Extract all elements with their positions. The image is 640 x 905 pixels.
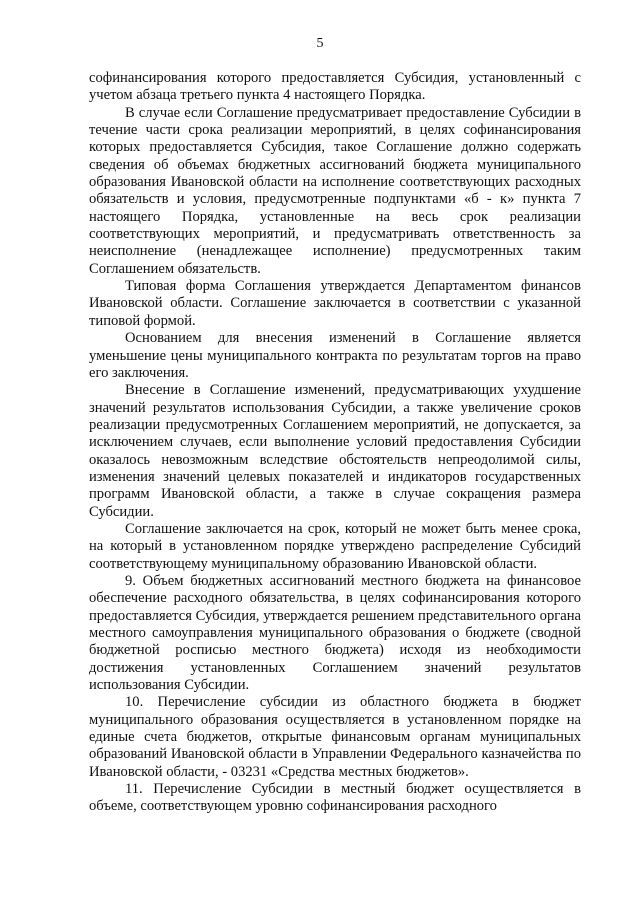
paragraph-item-11: 11. Перечисление Субсидии в местный бюджет осуществляется в объеме, соответствующем уровню софинансирования расходного [89,781,581,815]
paragraph-item-10: 10. Перечисление субсидии из областного бюджета в бюджет муниципального образования осуществляется в установленном порядке на единые счета бюджетов, открытые финансовым органам муниципальных образований Ивановской области в Управлении Федерального казначейства по Ивановской области, - 03231 «Средства местных бюджетов». [89,694,581,780]
paragraph-agreement-partial-term: В случае если Соглашение предусматривает предоставление Субсидии в течение части срока реализации мероприятий, в целях софинансирования которых предоставляется Субсидия, такое Соглашение должно содержать сведения об объемах бюджетных ассигнований бюджета муниципального образования Ивановской области на исполнение соответствующих расходных обязательств и условия, предусмотренные подпунктами «б - к» пункта 7 настоящего Порядка, установленные на весь срок реализации соответствующих мероприятий, и предусматривать ответственность за неисполнение (ненадлежащее исполнение) предусмотренных таким Соглашением обязательств. [89,104,581,277]
paragraph-typical-form: Типовая форма Соглашения утверждается Департаментом финансов Ивановской области. Соглашение заключается в соответствии с указанной типовой формой. [89,278,581,329]
document-body [89,70,581,816]
paragraph-grounds-for-changes: Основанием для внесения изменений в Соглашение является уменьшение цены муниципального контракта по результатам торгов на право его заключения. [89,330,581,381]
paragraph-continuation: софинансирования которого предоставляется Субсидия, установленный с учетом абзаца третьего пункта 4 настоящего Порядка. [89,70,581,104]
paragraph-agreement-term: Соглашение заключается на срок, который не может быть менее срока, на который в установленном порядке утверждено распределение Субсидий соответствующему муниципальному образованию Ивановской области. [89,520,581,572]
page-number: 5 [316,36,324,51]
paragraph-item-9: 9. Объем бюджетных ассигнований местного бюджета на финансовое обеспечение расходного обязательства, в целях софинансирования которого предоставляется Субсидия, утверждается решением представительного органа местного самоуправления муниципального образования о бюджете (сводной бюджетной росписью местного бюджета) исходя из необходимости достижения установленных Соглашением значений результатов использования Субсидии. [89,572,581,694]
paragraph-changes-restrictions: Внесение в Соглашение изменений, предусматривающих ухудшение значений результатов использования Субсидии, а также увеличение сроков реализации предусмотренных Соглашением мероприятий, не допускается, за исключением случаев, если выполнение условий предоставления Субсидии оказалось невозможным вследствие обстоятельств непреодолимой силы, изменения значений целевых показателей и индикаторов государственных программ Ивановской области, а также в случае сокращения размера Субсидии. [89,382,581,520]
